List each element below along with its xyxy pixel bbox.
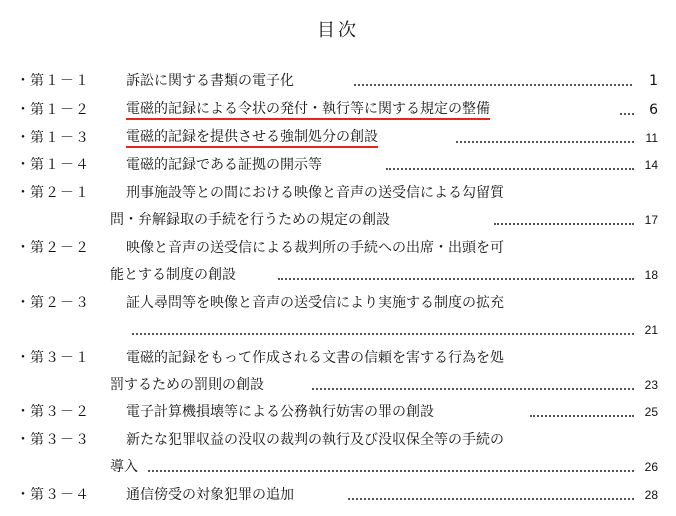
toc-entry[interactable] xyxy=(0,128,676,148)
toc-entry[interactable] xyxy=(0,485,676,505)
toc-entry-title: 映像と音声の送受信による裁判所の手続への出席・出頭を可 xyxy=(126,240,504,256)
toc-entry[interactable] xyxy=(0,238,676,258)
toc-entry-page: 17 xyxy=(644,213,658,227)
toc-entry-page: 23 xyxy=(644,378,658,392)
toc-bullet: ・ xyxy=(16,432,30,448)
toc-entry-page: 26 xyxy=(644,460,658,474)
toc-entry-title: 電子計算機損壊等による公務執行妨害の罪の創設 xyxy=(126,404,434,420)
toc-entry-title: 証人尋問等を映像と音声の送受信により実施する制度の拡充 xyxy=(126,295,504,311)
dot-leader xyxy=(494,223,634,225)
toc-entry-title: 刑事施設等との間における映像と音声の送受信による勾留質 xyxy=(126,185,504,201)
toc-entry-number: 第２－１ xyxy=(30,185,90,201)
dot-leader xyxy=(312,388,634,390)
toc-entry-number: 第３－１ xyxy=(30,350,90,366)
toc-entry-number: 第１－３ xyxy=(30,130,90,146)
toc-entry-title: 電磁的記録を提供させる強制処分の創設 xyxy=(126,128,378,148)
toc-entry-number: 第３－２ xyxy=(30,404,90,420)
toc-entry-number: 第３－３ xyxy=(30,432,90,448)
toc-entry[interactable] xyxy=(0,183,676,203)
toc-bullet: ・ xyxy=(16,102,30,118)
dot-leader xyxy=(354,84,632,86)
toc-entry-page: 18 xyxy=(644,268,658,282)
toc-entry[interactable] xyxy=(0,348,676,368)
toc-entry-number: 第２－３ xyxy=(30,295,90,311)
toc-entry-page: 28 xyxy=(644,488,658,502)
page-title: 目次 xyxy=(317,20,359,41)
toc-entry-continuation[interactable] xyxy=(0,375,676,395)
toc-entry-title-continued: 問・弁解録取の手続を行うための規定の創設 xyxy=(110,212,390,228)
dot-leader xyxy=(148,470,634,472)
toc-entry-title-continued: 導入 xyxy=(110,459,138,475)
toc-entry-number: 第３－４ xyxy=(30,487,90,503)
toc-entry-title: 訴訟に関する書類の電子化 xyxy=(126,73,294,89)
toc-bullet: ・ xyxy=(16,73,30,89)
toc-entry-title: 通信傍受の対象犯罪の追加 xyxy=(126,487,294,503)
toc-bullet: ・ xyxy=(16,130,30,146)
toc-entry-title: 電磁的記録をもって作成される文書の信頼を害する行為を処 xyxy=(126,350,504,366)
toc-entry-continuation[interactable] xyxy=(0,320,676,340)
toc-entry-continuation[interactable] xyxy=(0,265,676,285)
toc-bullet: ・ xyxy=(16,295,30,311)
toc-entry-number: 第１－２ xyxy=(30,102,90,118)
dot-leader xyxy=(278,278,634,280)
toc-entry[interactable] xyxy=(0,293,676,313)
toc-entry[interactable] xyxy=(0,430,676,450)
toc-bullet: ・ xyxy=(16,404,30,420)
dot-leader xyxy=(386,168,634,170)
toc-bullet: ・ xyxy=(16,487,30,503)
toc-entry-page: 25 xyxy=(644,405,658,419)
toc-entry-continuation[interactable] xyxy=(0,210,676,230)
toc-entry-page: 6 xyxy=(649,102,658,118)
toc-bullet: ・ xyxy=(16,185,30,201)
dot-leader xyxy=(456,141,634,143)
toc-entry[interactable] xyxy=(0,155,676,175)
toc-bullet: ・ xyxy=(16,157,30,173)
toc-entry-title: 電磁的記録による令状の発付・執行等に関する規定の整備 xyxy=(126,100,490,120)
toc-entry-page: 14 xyxy=(644,158,658,172)
toc-entry[interactable] xyxy=(0,100,676,120)
toc-entry-title-continued: 能とする制度の創設 xyxy=(110,267,236,283)
toc-entry-continuation[interactable] xyxy=(0,457,676,477)
toc-entry-number: 第１－４ xyxy=(30,157,90,173)
toc-entry-title: 新たな犯罪収益の没収の裁判の執行及び没収保全等の手続の xyxy=(126,432,504,448)
toc-entry-number: 第２－２ xyxy=(30,240,90,256)
toc-entry-page: 1 xyxy=(649,73,658,89)
toc-entry[interactable] xyxy=(0,71,676,91)
toc-entry-page: 11 xyxy=(645,131,658,145)
toc-bullet: ・ xyxy=(16,350,30,366)
toc-entry-title-continued: 罰するための罰則の創設 xyxy=(110,377,264,393)
toc-entry-page: 21 xyxy=(644,323,658,337)
dot-leader xyxy=(132,333,634,335)
toc-bullet: ・ xyxy=(16,240,30,256)
toc-entry-number: 第１－１ xyxy=(30,73,90,89)
toc-entry-title: 電磁的記録である証拠の開示等 xyxy=(126,157,322,173)
toc-entry[interactable] xyxy=(0,402,676,422)
dot-leader xyxy=(348,498,634,500)
